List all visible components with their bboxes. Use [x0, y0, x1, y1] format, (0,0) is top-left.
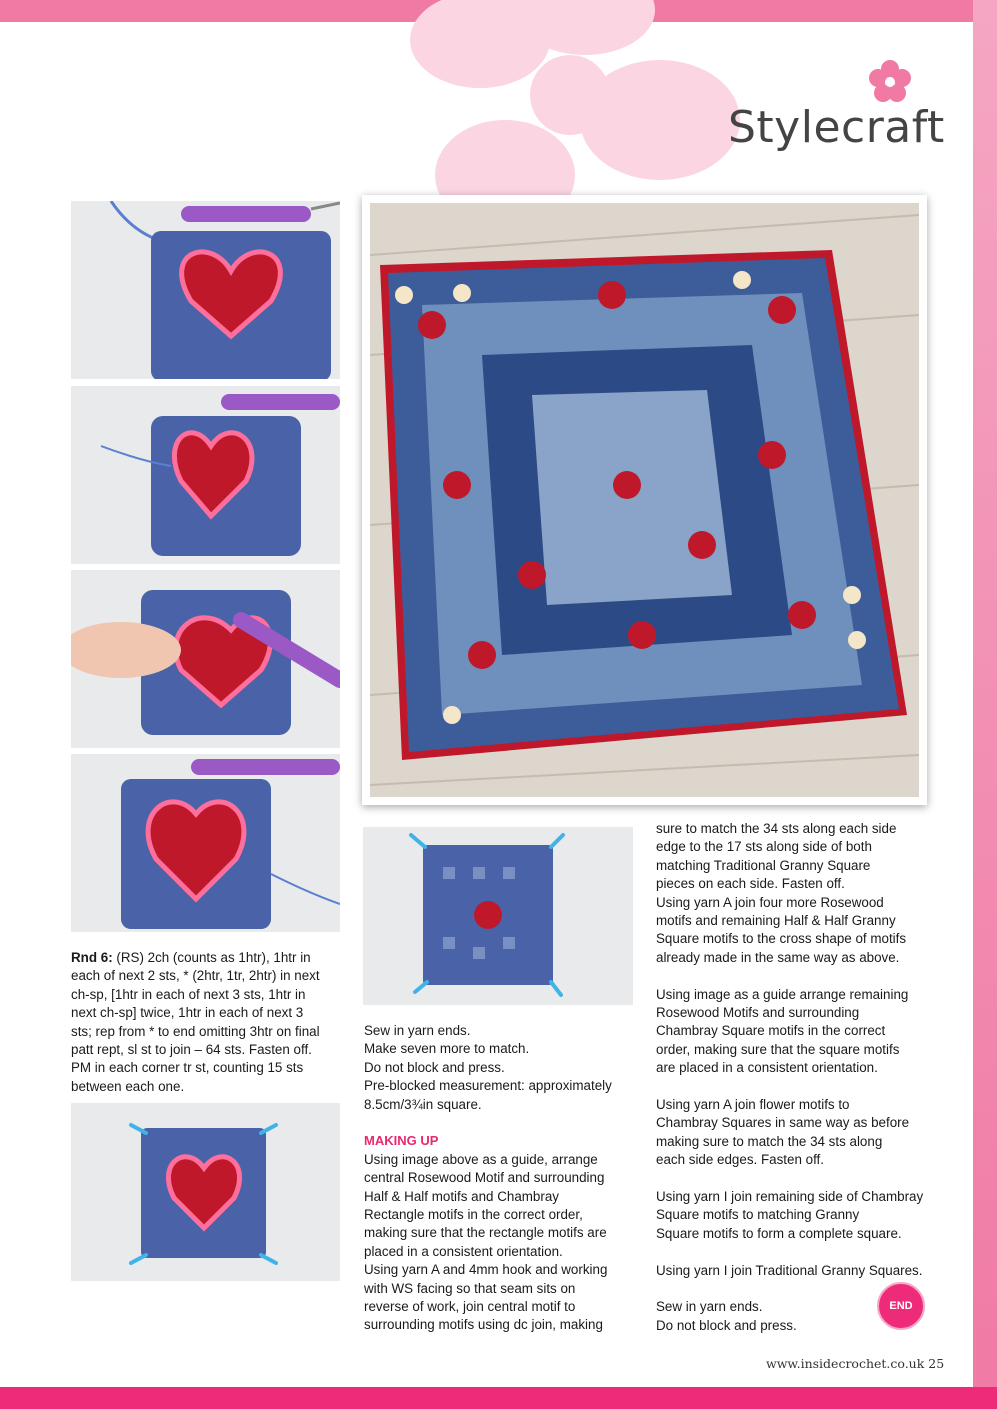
page-number: 25: [928, 1356, 945, 1371]
granny-square-motif-photo: [363, 827, 633, 1005]
step-photo-1: [71, 201, 340, 379]
making-up-column: Sew in yarn ends. Make seven more to match. Do not block and press. Pre-blocked measurement: approximately 8.5cm/3¾in square. MAKING UP Using image above as a guide, arrange central Rosewood Motif and surrounding Half & Half motifs and Chambray Rectangle motifs in the correct order, making sure that the rectangle motifs are placed in a consistent orientation. Using yarn A and 4mm hook and working with WS facing so that seam sits on reverse of work, join central motif to surrounding motifs using dc join, making: [364, 1022, 639, 1335]
footer-url: www.insidecrochet.co.uk: [766, 1356, 925, 1371]
right-pink-band: [973, 0, 997, 1409]
end-badge: END: [877, 1282, 925, 1330]
flower-logo-icon: [866, 58, 914, 106]
step-photo-2: [71, 386, 340, 564]
rnd6-label: Rnd 6:: [71, 950, 113, 965]
background-flower-petals: [410, 0, 740, 200]
making-up-heading: MAKING UP: [364, 1133, 439, 1149]
brand-name: Stylecraft: [728, 102, 945, 153]
brand-logo: [728, 58, 945, 153]
rnd6-instructions: Rnd 6: (RS) 2ch (counts as 1htr), 1htr in each of next 2 sts, * (2htr, 1tr, 2htr) in next ch-sp, [1htr in each of next 3 sts, 1htr in next ch-sp] twice, 1htr in each of next 3 sts; rep from * to end omitting 3htr on final patt rept, sl st to join – 64 sts. Fasten off. PM in each corner tr st, counting 15 sts between each one.: [71, 950, 320, 1094]
right-instructions-column: sure to match the 34 sts along each side edge to the 17 sts along side of both matching Traditional Granny Square pieces on each side. Fasten off. Using yarn A join four more Rosewood motifs and remaining Half & Half Granny Square motifs to the cross shape of motifs already made in the same way as above. Using image as a guide arrange remaining Rosewood Motifs and surrounding Chambray Square motifs in the correct order, making sure that the square motifs are placed in a consistent orientation. Using yarn A join flower motifs to Chambray Squares in same way as before making sure to match the 34 sts along each side edges. Fasten off. Using yarn I join remaining side of Chambray Square motifs to matching Granny Square motifs to form a complete square. Using yarn I join Traditional Granny Squares. Sew in yarn ends. Do not block and press.: [656, 821, 924, 1333]
bottom-pink-band: [0, 1387, 997, 1409]
finished-heart-square-photo: [71, 1103, 340, 1281]
blanket-illustration: [362, 195, 927, 805]
footer: [766, 1356, 944, 1371]
step-photo-3: [71, 570, 340, 748]
blanket-main-photo: [362, 195, 927, 805]
step-photo-4: [71, 754, 340, 932]
